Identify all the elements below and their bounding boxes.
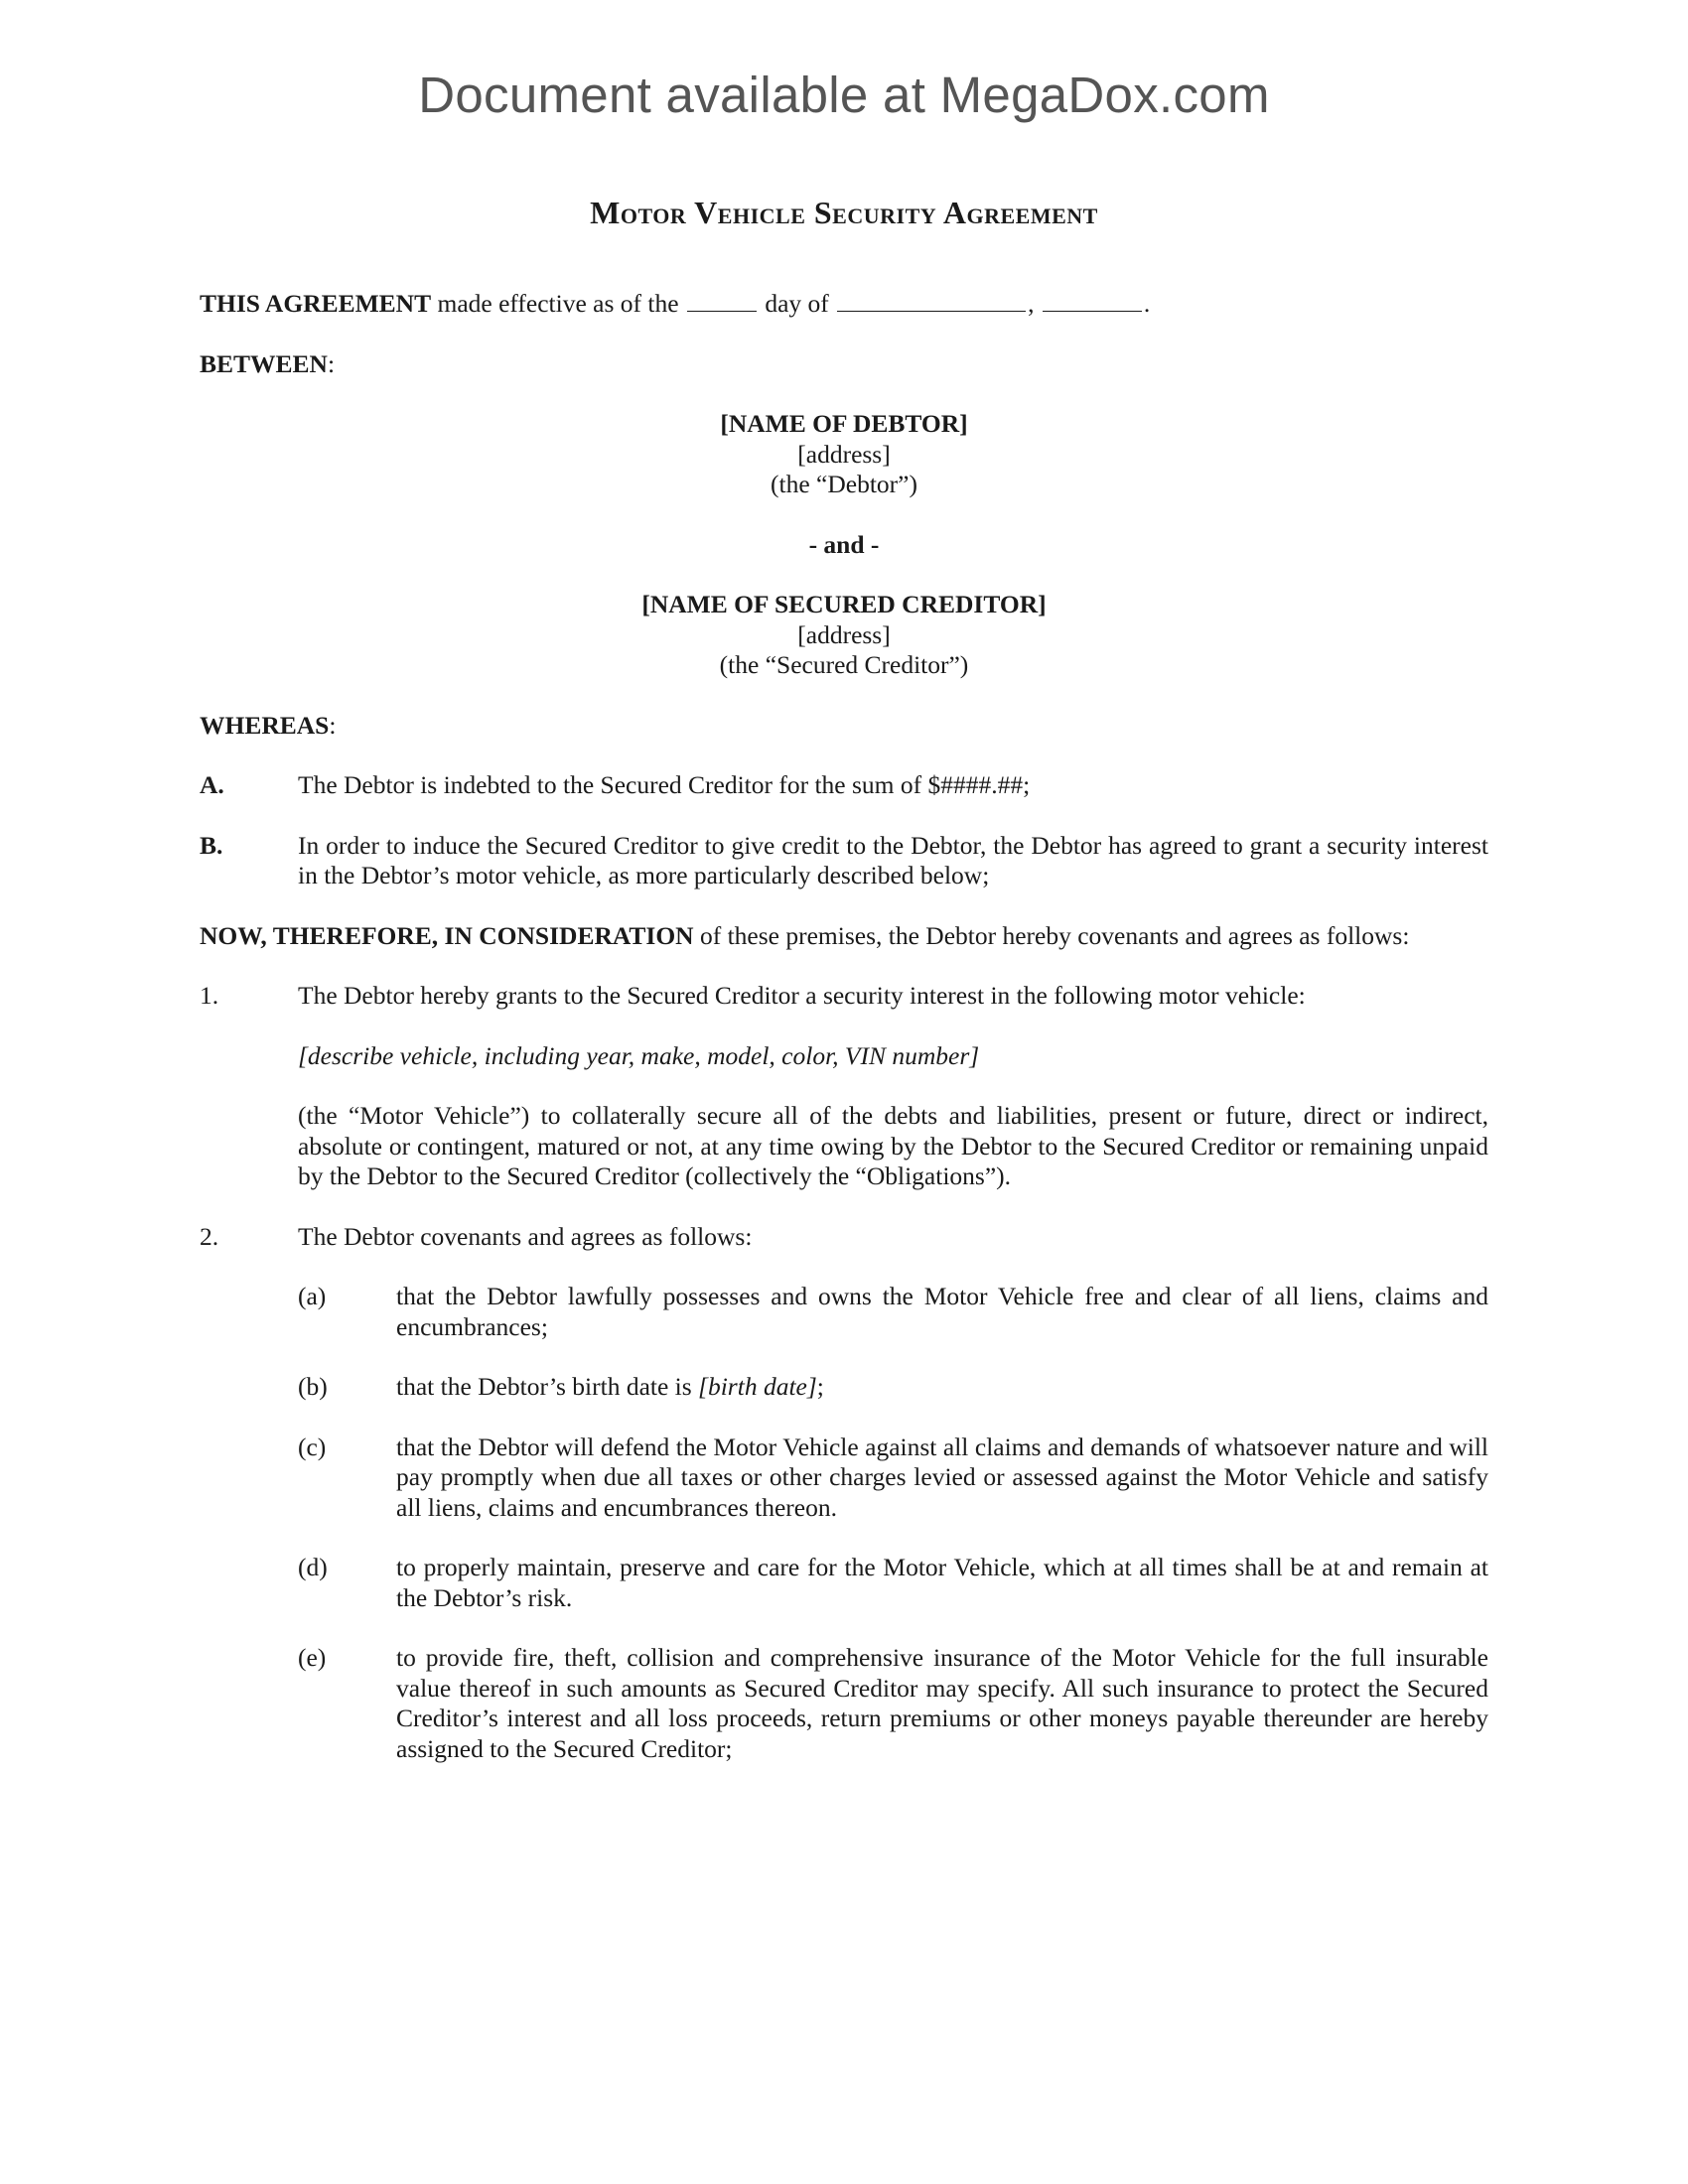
- recital-a: [200, 770, 1488, 801]
- effective-date-line: THIS AGREEMENT made effective as of the day of , .: [200, 289, 1151, 318]
- debtor-name: [NAME OF DEBTOR]: [720, 409, 968, 438]
- clause-b: [298, 1372, 1488, 1403]
- and-separator: - and -: [808, 529, 880, 559]
- clause-c: [298, 1433, 1488, 1524]
- creditor-address: [address]: [797, 619, 891, 649]
- vehicle-description-placeholder: [describe vehicle, including year, make, model, color, VIN number]: [298, 1040, 980, 1070]
- clause-d: [298, 1553, 1488, 1613]
- creditor-name: [NAME OF SECURED CREDITOR]: [641, 590, 1047, 618]
- clause-label: (d): [298, 1553, 328, 1581]
- document-title: Motor Vehicle Security Agreement: [590, 195, 1098, 230]
- creditor-block: [200, 590, 1488, 681]
- section-1-continuation: (the “Motor Vehicle”) to collaterally secure all of the debts and liabilities, present or future, direct or indirect, absolute or contingent, matured or not, at any time owing by the Debtor to the Secured Creditor or remaining unpaid by the Debtor to the Secured Creditor (collectively the “Obligations”).: [298, 1101, 1488, 1190]
- recital-label: B.: [200, 830, 223, 860]
- recital-b: [200, 831, 1488, 891]
- month-blank: [837, 289, 1026, 312]
- consideration-paragraph: NOW, THEREFORE, IN CONSIDERATION of these premises, the Debtor hereby covenants and agrees as follows:: [200, 920, 1410, 950]
- whereas-heading: WHEREAS:: [200, 710, 337, 740]
- debtor-block: [200, 409, 1488, 500]
- creditor-alias: (the “Secured Creditor”): [719, 650, 969, 679]
- document-body: [200, 289, 1488, 1764]
- clause-e: [298, 1643, 1488, 1764]
- clause-label: (a): [298, 1282, 327, 1310]
- section-text: The Debtor hereby grants to the Secured Creditor a security interest in the following motor vehicle:: [298, 981, 1306, 1010]
- clause-label: (b): [298, 1372, 328, 1401]
- section-number: 1.: [200, 981, 219, 1010]
- recital-text: In order to induce the Secured Creditor to give credit to the Debtor, the Debtor has agreed to grant a security interest in the Debtor’s motor vehicle, as more particularly described below;: [298, 830, 1488, 889]
- section-1: [200, 981, 1488, 1012]
- between-heading: BETWEEN:: [200, 348, 336, 378]
- year-blank: [1043, 289, 1142, 312]
- clause-text: that the Debtor’s birth date is [birth date];: [396, 1372, 824, 1401]
- clause-text: to properly maintain, preserve and care for the Motor Vehicle, which at all times shall be at and remain at the Debtor’s risk.: [396, 1553, 1488, 1612]
- clause-label: (c): [298, 1432, 327, 1461]
- clause-label: (e): [298, 1643, 327, 1672]
- recital-text: The Debtor is indebted to the Secured Creditor for the sum of $####.##;: [298, 770, 1031, 799]
- agreement-lead: THIS AGREEMENT: [200, 289, 432, 318]
- birth-date-placeholder: [birth date]: [698, 1372, 817, 1401]
- section-number: 2.: [200, 1221, 219, 1251]
- debtor-alias: (the “Debtor”): [771, 470, 917, 498]
- section-2: [200, 1222, 1488, 1253]
- debtor-address: [address]: [797, 439, 891, 469]
- clause-a: [298, 1282, 1488, 1342]
- day-blank: [687, 289, 757, 312]
- clause-text: that the Debtor will defend the Motor Vehicle against all claims and demands of whatsoever nature and will pay promptly when due all taxes or other charges levied or assessed against the Motor Vehicle and satisfy all liens, claims and encumbrances thereon.: [396, 1432, 1488, 1522]
- section-text: The Debtor covenants and agrees as follows:: [298, 1221, 753, 1251]
- watermark-banner: Document available at MegaDox.com: [418, 67, 1270, 123]
- clause-text: that the Debtor lawfully possesses and owns the Motor Vehicle free and clear of all liens, claims and encumbrances;: [396, 1282, 1488, 1341]
- recital-label: A.: [200, 770, 224, 799]
- clause-text: to provide fire, theft, collision and comprehensive insurance of the Motor Vehicle for the full insurable value thereof in such amounts as Secured Creditor may specify. All such insurance to protect the Secured Creditor’s interest and all loss proceeds, return premiums or other moneys payable thereunder are hereby assigned to the Secured Creditor;: [396, 1643, 1488, 1763]
